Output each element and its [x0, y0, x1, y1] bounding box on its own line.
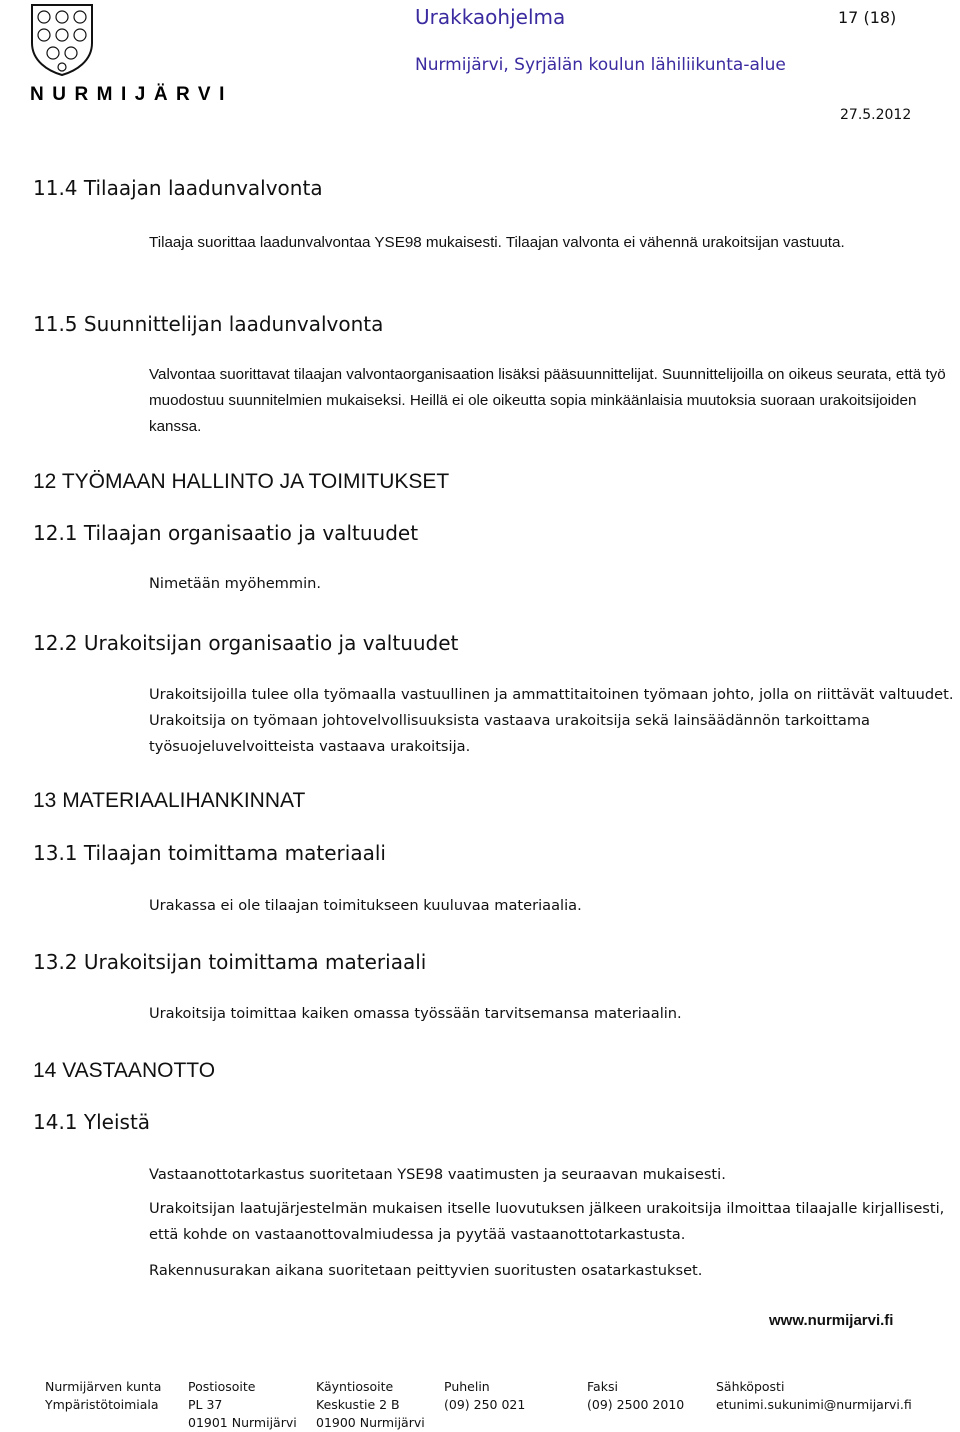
footer-organization — [45, 1378, 161, 1414]
heading-12-2: 12.2 Urakoitsijan organisaatio ja valtuudet — [33, 631, 459, 655]
footer-visiting-label: Käyntiosoite — [316, 1379, 394, 1394]
heading-12: 12 TYÖMAAN HALLINTO JA TOIMITUKSET — [33, 470, 450, 493]
footer-email-address[interactable]: etunimi.sukunimi@nurmijarvi.fi — [716, 1397, 912, 1412]
document-date: 27.5.2012 — [840, 107, 912, 123]
footer-phone-number: (09) 250 021 — [444, 1397, 526, 1412]
heading-13: 13 MATERIAALIHANKINNAT — [33, 789, 306, 812]
footer-phone — [444, 1378, 525, 1414]
heading-13-2: 13.2 Urakoitsijan toimittama materiaali — [33, 950, 427, 974]
document-title: Urakkaohjelma — [415, 5, 566, 29]
paragraph-13-2: Urakoitsija toimittaa kaiken omassa työssään tarvitsemansa materiaalin. — [149, 1005, 682, 1022]
logo-wordmark: NURMIJÄRVI — [30, 84, 233, 105]
paragraph-11-4: Tilaaja suorittaa laadunvalvontaa YSE98 mukaisesti. Tilaajan valvonta ei vähennä urakoitsijan vastuuta. — [149, 234, 845, 251]
footer-fax-number: (09) 2500 2010 — [587, 1397, 685, 1412]
footer-postal-city: 01901 Nurmijärvi — [188, 1415, 297, 1430]
paragraph-11-5: Valvontaa suorittavat tilaajan valvontaorganisaation lisäksi pääsuunnittelijat. Suunnittelijoilla on oikeus seurata, että työ muodostuu suunnitelmien mukaiseksi. Heillä ei ole oikeutta sopia minkäänlaisia muutoksia suoraan urakoitsijoiden kanssa. — [149, 366, 946, 435]
paragraph-12-2: Urakoitsijoilla tulee olla työmaalla vastuullinen ja ammattitaitoinen työmaan johto, jolla on riittävät valtuudet. Urakoitsija on työmaan johtovelvollisuuksista vastaava urakoitsija sekä lainsäädännön tarkoittama työsuojeluvelvoitteista vastaava urakoitsija. — [149, 686, 954, 755]
footer-postal-box: PL 37 — [188, 1397, 223, 1412]
footer-email — [716, 1378, 912, 1414]
heading-14-1: 14.1 Yleistä — [33, 1110, 151, 1134]
paragraph-14-1-c: Rakennusurakan aikana suoritetaan peittyvien suoritusten osatarkastukset. — [149, 1262, 703, 1279]
heading-11-4: 11.4 Tilaajan laadunvalvonta — [33, 176, 323, 200]
footer-fax — [587, 1378, 684, 1414]
footer-phone-label: Puhelin — [444, 1379, 490, 1394]
document-subtitle: Nurmijärvi, Syrjälän koulun lähiliikunta-alue — [415, 55, 786, 75]
page-number: 17 (18) — [838, 8, 897, 27]
paragraph-12-1: Nimetään myöhemmin. — [149, 575, 322, 592]
footer-org-unit: Ympäristötoimiala — [45, 1397, 159, 1412]
paragraph-13-1: Urakassa ei ole tilaajan toimitukseen kuuluvaa materiaalia. — [149, 897, 582, 914]
footer-fax-label: Faksi — [587, 1379, 618, 1394]
heading-11-5: 11.5 Suunnittelijan laadunvalvonta — [33, 312, 384, 336]
footer-org-name: Nurmijärven kunta — [45, 1379, 162, 1394]
paragraph-14-1-b: Urakoitsijan laatujärjestelmän mukaisen itselle luovutuksen jälkeen urakoitsija ilmoittaa tilaajalle kirjallisesti, että kohde on vastaanottovalmiudessa ja pyytää vastaanottotarkastusta. — [149, 1200, 945, 1243]
footer-visiting-street: Keskustie 2 B — [316, 1397, 400, 1412]
heading-14: 14 VASTAANOTTO — [33, 1059, 216, 1082]
heading-12-1: 12.1 Tilaajan organisaatio ja valtuudet — [33, 521, 419, 545]
footer-email-label: Sähköposti — [716, 1379, 785, 1394]
footer-visiting-city: 01900 Nurmijärvi — [316, 1415, 425, 1430]
heading-13-1: 13.1 Tilaajan toimittama materiaali — [33, 841, 386, 865]
coat-of-arms-icon — [30, 3, 94, 77]
footer-postal-address — [188, 1378, 297, 1432]
website-link[interactable]: www.nurmijarvi.fi — [769, 1312, 894, 1329]
footer-postal-label: Postiosoite — [188, 1379, 256, 1394]
footer-visiting-address — [316, 1378, 425, 1432]
paragraph-14-1-a: Vastaanottotarkastus suoritetaan YSE98 vaatimusten ja seuraavan mukaisesti. — [149, 1166, 726, 1183]
